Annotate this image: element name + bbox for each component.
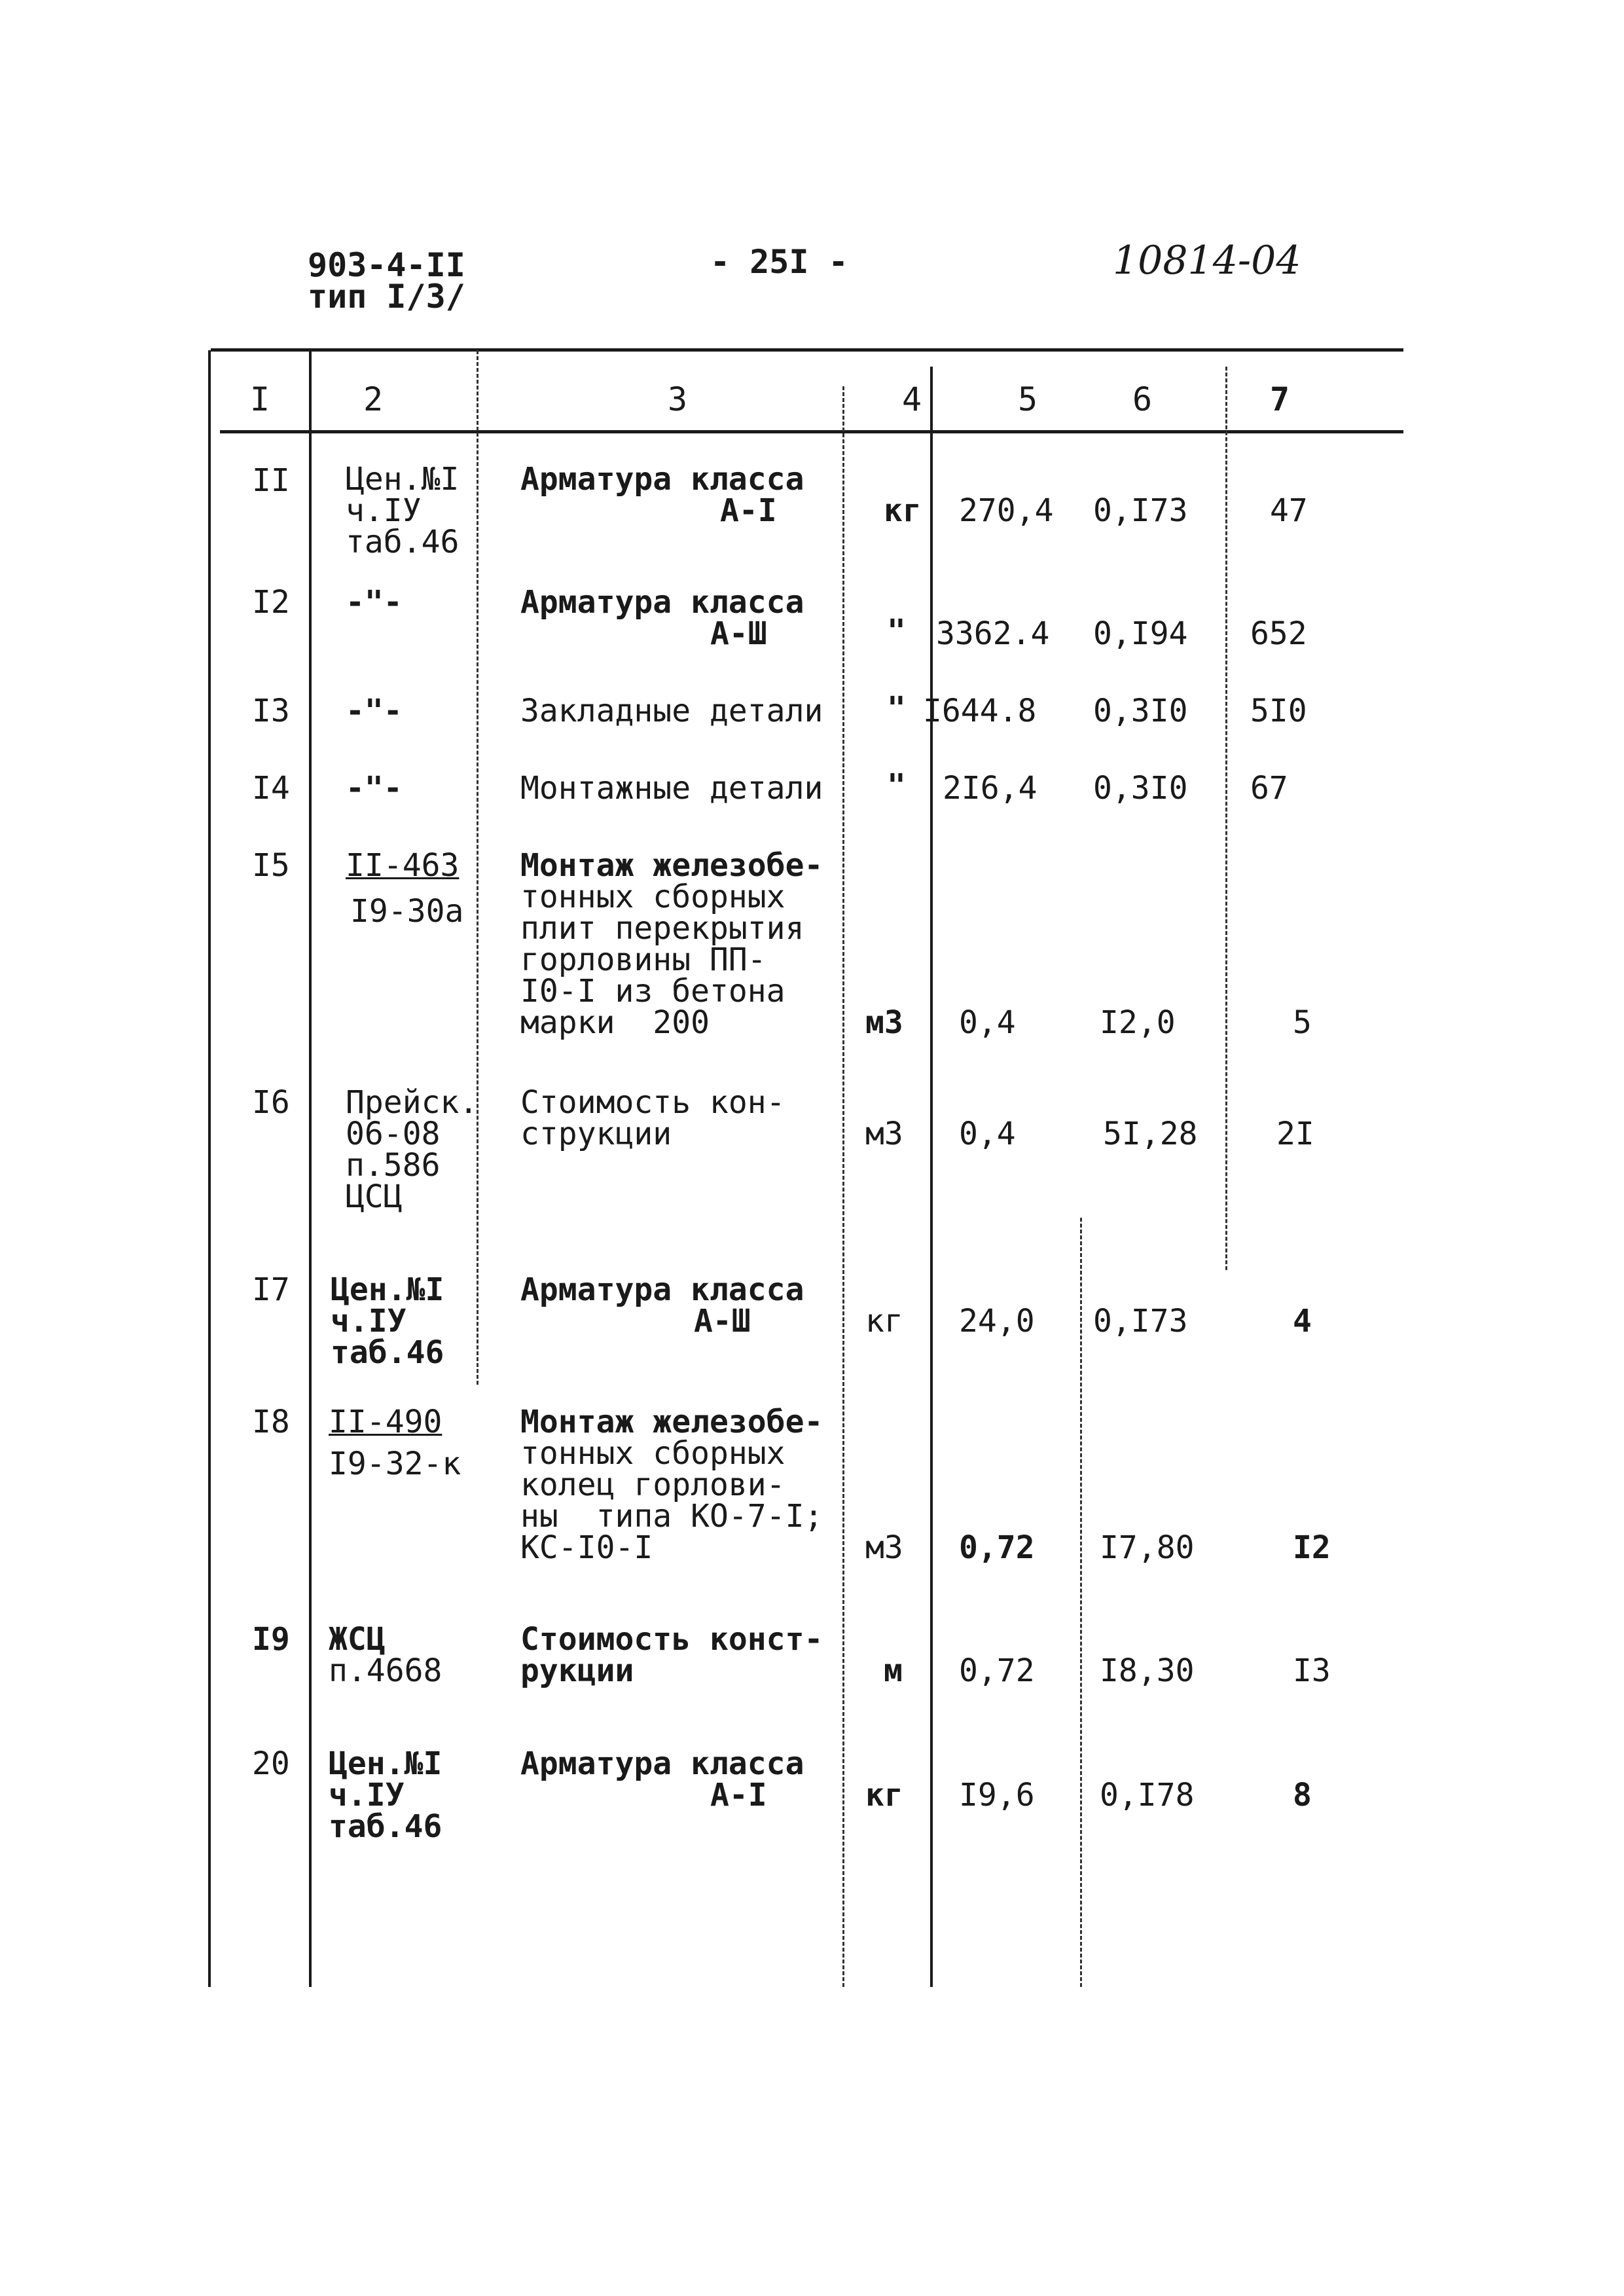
document-type: тип I/3/ bbox=[308, 278, 465, 316]
unit-price: 0,3I0 bbox=[1093, 770, 1188, 807]
total: 8 bbox=[1293, 1777, 1312, 1813]
source-reference: ч.IУ bbox=[329, 1777, 405, 1813]
source-reference: ч.IУ bbox=[331, 1303, 406, 1339]
item-name: плит перекрытия bbox=[520, 910, 804, 947]
item-name: тонных сборных bbox=[520, 1435, 785, 1472]
unit-price: 0,3I0 bbox=[1093, 693, 1188, 729]
column-rule bbox=[208, 350, 211, 1987]
item-name: Арматура класса bbox=[520, 461, 804, 498]
total: 47 bbox=[1270, 492, 1308, 529]
unit-price: 0,I78 bbox=[1100, 1777, 1195, 1813]
source-reference: -"- bbox=[346, 584, 403, 621]
item-name: А-Ш bbox=[694, 1303, 751, 1339]
source-reference: п.586 bbox=[346, 1147, 441, 1184]
row-number: I4 bbox=[252, 770, 290, 807]
unit: м3 bbox=[865, 1004, 903, 1041]
unit-price: I2,0 bbox=[1100, 1004, 1176, 1041]
page-number: - 25I - bbox=[710, 243, 848, 281]
unit-price: 0,I73 bbox=[1093, 1303, 1188, 1339]
quantity: 0,4 bbox=[959, 1116, 1016, 1152]
rate-code-numerator: II-463 bbox=[346, 847, 460, 884]
rate-code-denominator: I9-30а bbox=[350, 893, 464, 930]
source-reference: ЦСЦ bbox=[346, 1178, 403, 1215]
column-number: 5 bbox=[1018, 380, 1038, 418]
item-name: А-I bbox=[710, 1777, 767, 1813]
source-reference: Цен.№I bbox=[331, 1271, 444, 1308]
total: 2I bbox=[1276, 1116, 1314, 1152]
row-number: I6 bbox=[252, 1084, 290, 1121]
document-code: 903-4-II bbox=[308, 246, 465, 284]
item-name: Арматура класса bbox=[520, 584, 804, 621]
column-number: 7 bbox=[1270, 380, 1290, 418]
source-reference: ЖСЦ bbox=[329, 1621, 386, 1658]
column-rule bbox=[1080, 1218, 1082, 1987]
source-reference: Цен.№I bbox=[329, 1745, 442, 1782]
total: I3 bbox=[1293, 1652, 1331, 1689]
unit: м3 bbox=[865, 1116, 903, 1152]
item-name: ны типа КО-7-I; bbox=[520, 1498, 823, 1535]
item-name: тонных сборных bbox=[520, 879, 785, 915]
column-number: 2 bbox=[363, 380, 384, 418]
item-name: марки 200 bbox=[520, 1004, 710, 1041]
total: 5I0 bbox=[1250, 693, 1307, 729]
rate-code-numerator: II-490 bbox=[329, 1404, 442, 1440]
item-name: А-Ш bbox=[710, 615, 767, 652]
item-name: Стоимость кон- bbox=[520, 1084, 785, 1121]
unit: м bbox=[884, 1652, 903, 1689]
quantity: 270,4 bbox=[959, 492, 1054, 529]
column-rule bbox=[309, 350, 312, 1987]
unit: кг bbox=[884, 492, 922, 529]
unit-price: 0,I94 bbox=[1093, 615, 1188, 652]
item-name: горловины ПП- bbox=[520, 941, 767, 978]
quantity: 0,72 bbox=[959, 1652, 1035, 1689]
unit-price: I7,80 bbox=[1100, 1529, 1195, 1566]
item-name: Стоимость конст- bbox=[520, 1621, 823, 1658]
source-reference: -"- bbox=[346, 770, 403, 807]
source-reference: таб.46 bbox=[329, 1808, 442, 1845]
row-number: 20 bbox=[252, 1745, 290, 1782]
column-number: 3 bbox=[668, 380, 688, 418]
unit: кг bbox=[865, 1777, 903, 1813]
row-number: II bbox=[252, 462, 290, 499]
rate-code-denominator: I9-32-к bbox=[329, 1446, 461, 1482]
quantity: I9,6 bbox=[959, 1777, 1035, 1813]
unit: " bbox=[887, 690, 906, 727]
row-number: I9 bbox=[252, 1621, 290, 1658]
quantity: 24,0 bbox=[959, 1303, 1035, 1339]
item-name: I0-I из бетона bbox=[520, 973, 785, 1010]
column-rule bbox=[842, 386, 844, 1987]
item-name: колец горлови- bbox=[520, 1467, 785, 1503]
column-number: 4 bbox=[902, 380, 922, 418]
item-name: Монтаж железобе- bbox=[520, 1404, 823, 1440]
unit: " bbox=[887, 613, 906, 649]
row-number: I2 bbox=[252, 584, 290, 621]
row-number: I3 bbox=[252, 693, 290, 729]
source-reference: Прейск. bbox=[346, 1084, 478, 1121]
item-name: А-I bbox=[720, 492, 777, 529]
item-name: Монтаж железобе- bbox=[520, 847, 823, 884]
column-rule bbox=[477, 350, 478, 1385]
item-name: струкции bbox=[520, 1116, 672, 1152]
source-reference: таб.46 bbox=[331, 1334, 444, 1371]
unit: кг bbox=[865, 1303, 903, 1339]
source-reference: п.4668 bbox=[329, 1652, 442, 1689]
source-reference: -"- bbox=[346, 693, 403, 729]
row-number: I5 bbox=[252, 847, 290, 884]
column-number: I bbox=[249, 380, 270, 418]
unit-price: 0,I73 bbox=[1093, 492, 1188, 529]
column-rule bbox=[930, 367, 933, 1987]
quantity: 3362.4 bbox=[936, 615, 1050, 652]
unit-price: 5I,28 bbox=[1103, 1116, 1198, 1152]
quantity: I644.8 bbox=[923, 693, 1037, 729]
column-rule bbox=[1225, 367, 1227, 1270]
total: 4 bbox=[1293, 1303, 1312, 1339]
table-top-rule bbox=[211, 348, 1403, 352]
source-reference: Цен.№I bbox=[346, 461, 460, 498]
item-name: рукции bbox=[520, 1652, 634, 1689]
row-number: I8 bbox=[252, 1404, 290, 1440]
item-name: Закладные детали bbox=[520, 693, 823, 729]
total: 67 bbox=[1250, 770, 1288, 807]
item-name: КС-I0-I bbox=[520, 1529, 653, 1566]
total: 5 bbox=[1293, 1004, 1312, 1041]
unit-price: I8,30 bbox=[1100, 1652, 1195, 1689]
item-name: Арматура класса bbox=[520, 1745, 804, 1782]
total: 652 bbox=[1250, 615, 1307, 652]
item-name: Монтажные детали bbox=[520, 770, 823, 807]
unit: м3 bbox=[865, 1529, 903, 1566]
item-name: Арматура класса bbox=[520, 1271, 804, 1308]
unit: " bbox=[887, 767, 906, 804]
source-reference: таб.46 bbox=[346, 524, 460, 560]
row-number: I7 bbox=[252, 1271, 290, 1308]
column-number: 6 bbox=[1132, 380, 1153, 418]
quantity: 0,72 bbox=[959, 1529, 1035, 1566]
total: I2 bbox=[1293, 1529, 1331, 1566]
source-reference: ч.IУ bbox=[346, 492, 422, 529]
source-reference: 06-08 bbox=[346, 1116, 441, 1152]
quantity: 0,4 bbox=[959, 1004, 1016, 1041]
inventory-number: 10814-04 bbox=[1113, 238, 1301, 283]
quantity: 2I6,4 bbox=[943, 770, 1038, 807]
